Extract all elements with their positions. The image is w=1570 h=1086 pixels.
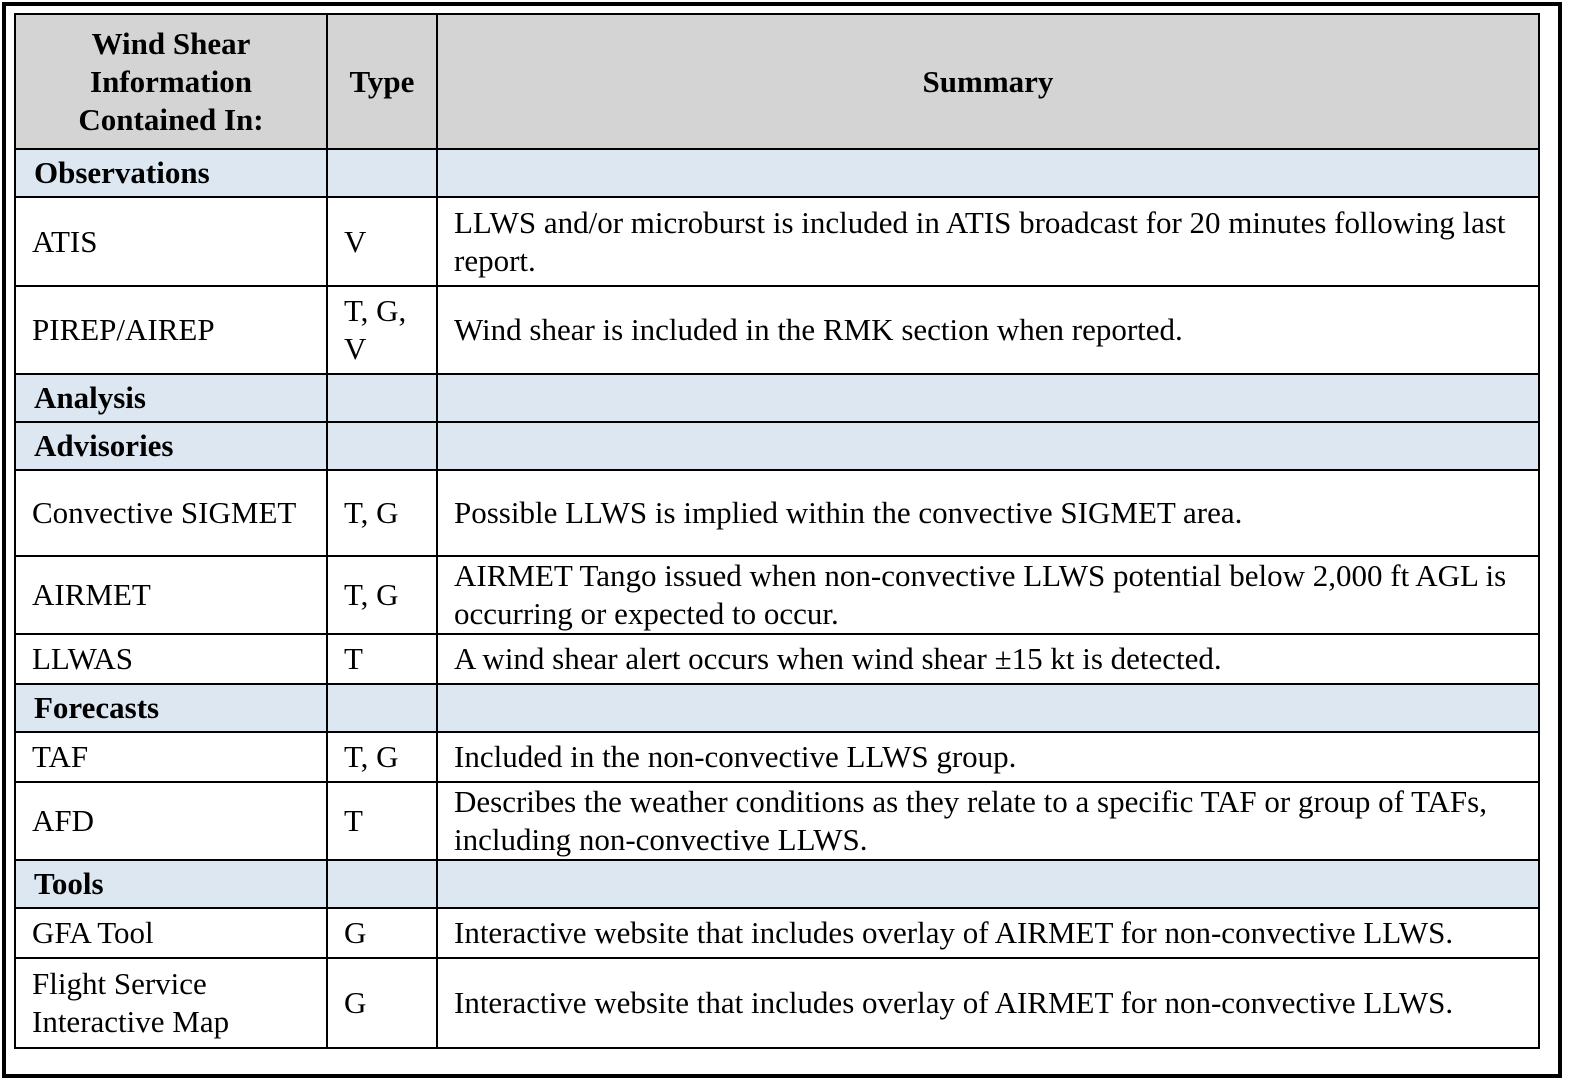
- type-cell: V: [327, 197, 437, 286]
- table-row: [15, 634, 1539, 684]
- section-empty-cell: [327, 860, 437, 908]
- section-title: Advisories: [15, 422, 327, 470]
- section-empty-cell: [327, 374, 437, 422]
- summary-cell: Interactive website that includes overlay of AIRMET for non-convective LLWS.: [437, 958, 1539, 1048]
- table-row: [15, 732, 1539, 782]
- source-cell: GFA Tool: [15, 908, 327, 958]
- table-row: [15, 782, 1539, 860]
- section-row: [15, 149, 1539, 197]
- source-cell: Flight Service Interactive Map: [15, 958, 327, 1048]
- section-empty-cell: [327, 684, 437, 732]
- header-type: Type: [327, 14, 437, 149]
- source-cell: ATIS: [15, 197, 327, 286]
- type-cell: G: [327, 908, 437, 958]
- section-empty-cell: [437, 684, 1539, 732]
- summary-cell: Describes the weather conditions as they relate to a specific TAF or group of TAFs, including non-convective LLWS.: [437, 782, 1539, 860]
- section-title: Analysis: [15, 374, 327, 422]
- table-body: [15, 149, 1539, 1048]
- table-row: [15, 197, 1539, 286]
- summary-cell: Possible LLWS is implied within the convective SIGMET area.: [437, 470, 1539, 556]
- section-row: [15, 422, 1539, 470]
- section-empty-cell: [437, 374, 1539, 422]
- type-cell: T: [327, 634, 437, 684]
- type-cell: G: [327, 958, 437, 1048]
- section-empty-cell: [437, 149, 1539, 197]
- section-title: Forecasts: [15, 684, 327, 732]
- type-cell: T, G: [327, 732, 437, 782]
- summary-cell: Interactive website that includes overlay of AIRMET for non-convective LLWS.: [437, 908, 1539, 958]
- type-cell: T, G: [327, 556, 437, 634]
- summary-cell: Wind shear is included in the RMK section when reported.: [437, 286, 1539, 374]
- header-source: Wind Shear Information Contained In:: [15, 14, 327, 149]
- type-cell: T: [327, 782, 437, 860]
- source-cell: LLWAS: [15, 634, 327, 684]
- source-cell: Convective SIGMET: [15, 470, 327, 556]
- section-row: [15, 684, 1539, 732]
- section-empty-cell: [327, 149, 437, 197]
- section-row: [15, 860, 1539, 908]
- summary-cell: LLWS and/or microburst is included in ATIS broadcast for 20 minutes following last report.: [437, 197, 1539, 286]
- section-row: [15, 374, 1539, 422]
- source-cell: AIRMET: [15, 556, 327, 634]
- summary-cell: AIRMET Tango issued when non-convective LLWS potential below 2,000 ft AGL is occurring or expected to occur.: [437, 556, 1539, 634]
- source-cell: AFD: [15, 782, 327, 860]
- header-row: [15, 14, 1539, 149]
- type-cell: T, G, V: [327, 286, 437, 374]
- type-cell: T, G: [327, 470, 437, 556]
- section-empty-cell: [437, 422, 1539, 470]
- section-title: Observations: [15, 149, 327, 197]
- header-summary: Summary: [437, 14, 1539, 149]
- source-cell: TAF: [15, 732, 327, 782]
- source-cell: PIREP/AIREP: [15, 286, 327, 374]
- section-empty-cell: [437, 860, 1539, 908]
- wind-shear-table: [14, 13, 1540, 1049]
- summary-cell: A wind shear alert occurs when wind shear ±15 kt is detected.: [437, 634, 1539, 684]
- table-frame: [2, 2, 1562, 1078]
- table-row: [15, 286, 1539, 374]
- section-title: Tools: [15, 860, 327, 908]
- table-row: [15, 908, 1539, 958]
- table-row: [15, 556, 1539, 634]
- table-row: [15, 470, 1539, 556]
- summary-cell: Included in the non-convective LLWS group.: [437, 732, 1539, 782]
- table-row: [15, 958, 1539, 1048]
- section-empty-cell: [327, 422, 437, 470]
